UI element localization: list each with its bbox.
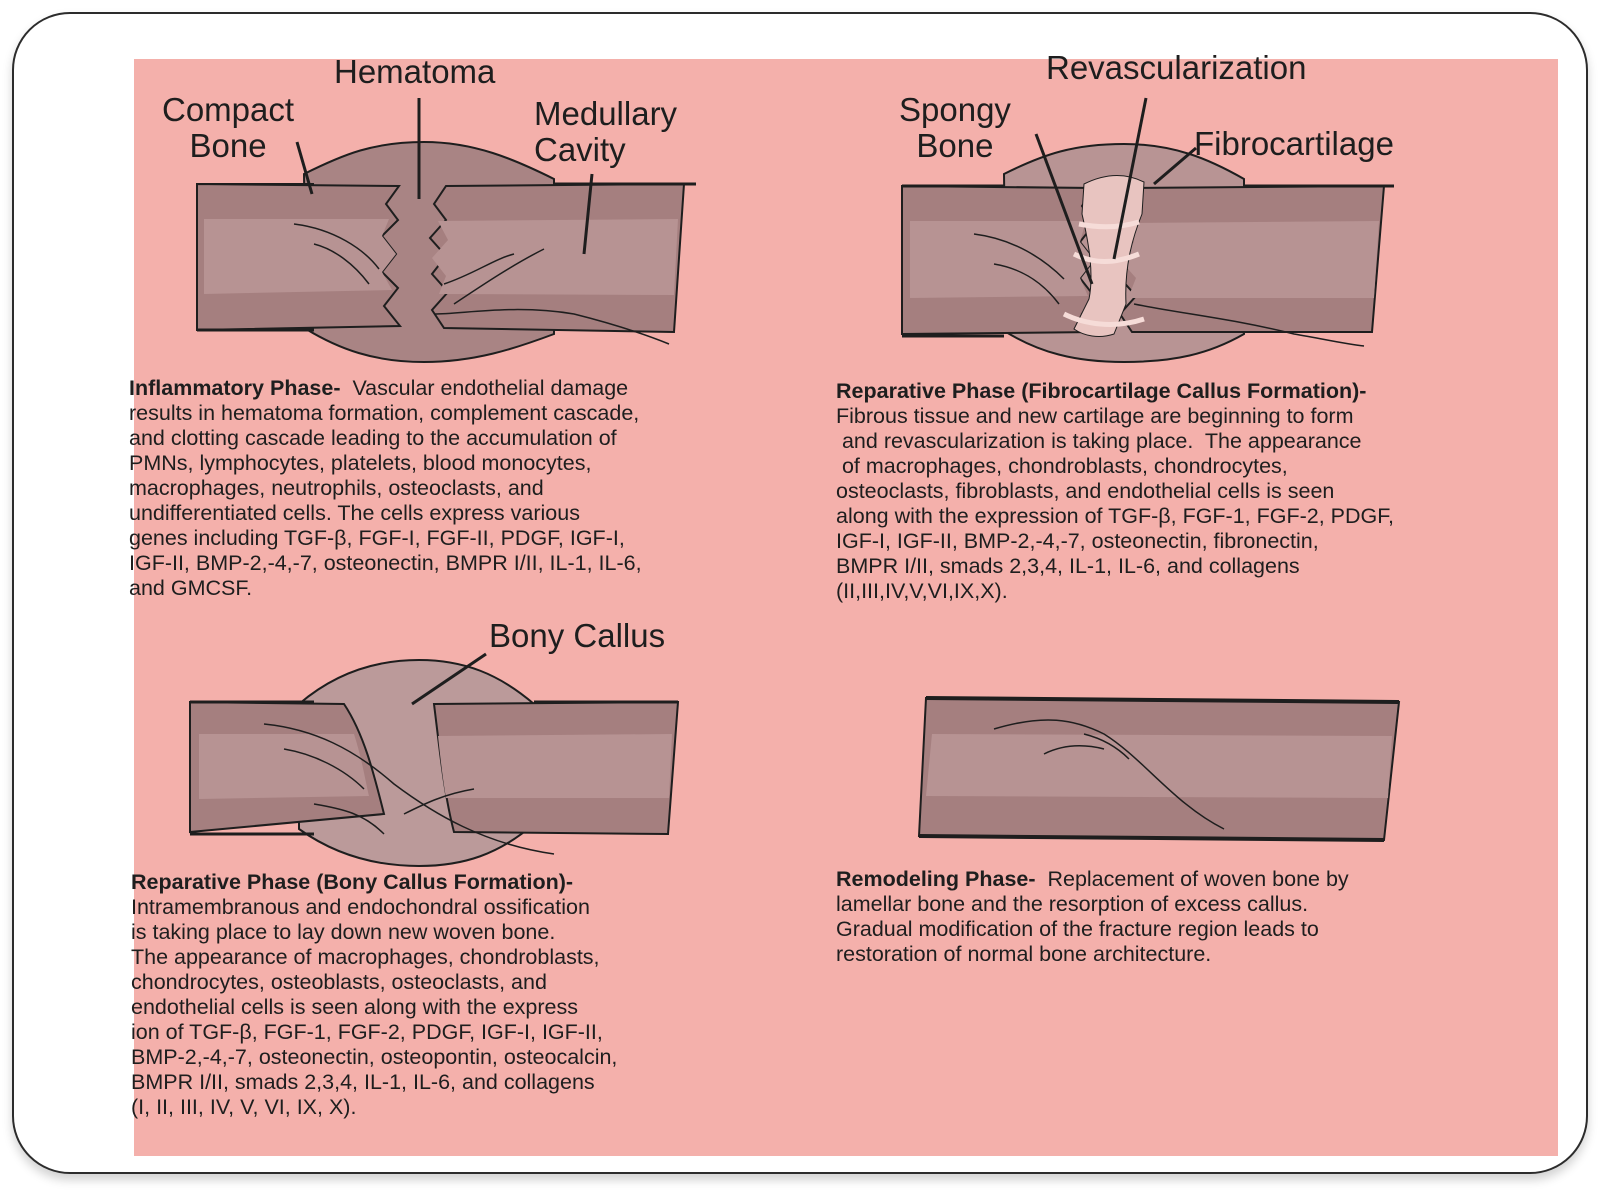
fibro-left-marrow [910, 221, 1094, 298]
caption-line: Vascular endothelial damage [352, 376, 629, 400]
remodeling-bone-illustration [919, 698, 1399, 840]
revascularization-label: Revascularization [1046, 49, 1307, 86]
inflammatory-phase-title: Inflammatory Phase- [129, 376, 341, 400]
bony-callus-phase-caption [131, 870, 617, 1120]
caption-line: and revascularization is taking place. The appearance [836, 429, 1362, 453]
caption-line: restoration of normal bone architecture. [836, 942, 1212, 966]
caption-line: undifferentiated cells. The cells express various [129, 501, 580, 525]
bony-callus-label: Bony Callus [489, 617, 666, 654]
caption-line: PMNs, lymphocytes, platelets, blood monocytes, [129, 451, 592, 475]
spongy-bone-label-line: Bone [916, 127, 994, 164]
hematoma-label: Hematoma [334, 53, 496, 90]
caption-line: lamellar bone and the resorption of excess callus. [836, 892, 1309, 916]
caption-line: (II,III,IV,V,VI,IX,X). [836, 579, 1008, 603]
caption-line: The appearance of macrophages, chondroblasts, [131, 945, 600, 969]
caption-line: chondrocytes, osteoblasts, osteoclasts, and [131, 970, 547, 994]
caption-line: of macrophages, chondroblasts, chondrocytes, [836, 454, 1288, 478]
right-marrow [432, 219, 678, 295]
remodeling-phase-caption [836, 867, 1349, 967]
medullary-cavity-label-line: Cavity [534, 131, 626, 168]
remodeling-phase-title: Remodeling Phase- [836, 867, 1036, 891]
compact-bone-label [162, 92, 294, 164]
medullary-cavity-label [534, 96, 677, 168]
inflammatory-phase-caption [129, 376, 642, 601]
slide-frame [12, 12, 1588, 1174]
caption-line: Gradual modification of the fracture region leads to [836, 917, 1319, 941]
caption-line: IGF-I, IGF-II, BMP-2,-4,-7, osteonectin, fibronectin, [836, 529, 1319, 553]
medullary-cavity-label-line: Medullary [534, 95, 678, 132]
caption-line: along with the expression of TGF-β, FGF-1, FGF-2, PDGF, [836, 504, 1394, 528]
caption-line: BMPR I/II, smads 2,3,4, IL-1, IL-6, and collagens [836, 554, 1300, 578]
spongy-bone-label [899, 92, 1011, 164]
caption-line: ion of TGF-β, FGF-1, FGF-2, PDGF, IGF-I, IGF-II, [131, 1020, 603, 1044]
fibrocartilage-phase-title: Reparative Phase (Fibrocartilage Callus Formation)- [836, 379, 1367, 403]
bony-callus-bone-illustration [190, 654, 678, 866]
caption-line: IGF-II, BMP-2,-4,-7, osteonectin, BMPR I/II, IL-1, IL-6, [129, 551, 642, 575]
fibrocartilage-phase-caption [836, 379, 1394, 604]
caption-line: BMPR I/II, smads 2,3,4, IL-1, IL-6, and collagens [131, 1070, 595, 1094]
caption-line: (I, II, III, IV, V, VI, IX, X). [131, 1095, 357, 1119]
compact-bone-label-line: Compact [162, 91, 295, 128]
caption-line: Intramembranous and endochondral ossification [131, 895, 590, 919]
caption-line: osteoclasts, fibroblasts, and endothelial cells is seen [836, 479, 1335, 503]
caption-line: results in hematoma formation, complement cascade, [129, 401, 640, 425]
caption-line: Replacement of woven bone by [1047, 867, 1349, 891]
caption-line: BMP-2,-4,-7, osteonectin, osteopontin, osteocalcin, [131, 1045, 618, 1069]
caption-line: and clotting cascade leading to the accumulation of [129, 426, 617, 450]
caption-line: Fibrous tissue and new cartilage are beginning to form [836, 404, 1354, 428]
caption-line: macrophages, neutrophils, osteoclasts, and [129, 476, 544, 500]
fibro-right-marrow [1120, 221, 1379, 298]
spongy-bone-label-line: Spongy [899, 91, 1011, 128]
compact-bone-label-line: Bone [189, 127, 267, 164]
caption-line: and GMCSF. [129, 576, 253, 600]
caption-line: is taking place to lay down new woven bone. [131, 920, 556, 944]
fibrocartilage-label: Fibrocartilage [1194, 125, 1394, 162]
caption-line: endothelial cells is seen along with the express [131, 995, 578, 1019]
caption-line: genes including TGF-β, FGF-I, FGF-II, PDGF, IGF-I, [129, 526, 625, 550]
bony-callus-phase-title: Reparative Phase (Bony Callus Formation)- [131, 870, 574, 894]
